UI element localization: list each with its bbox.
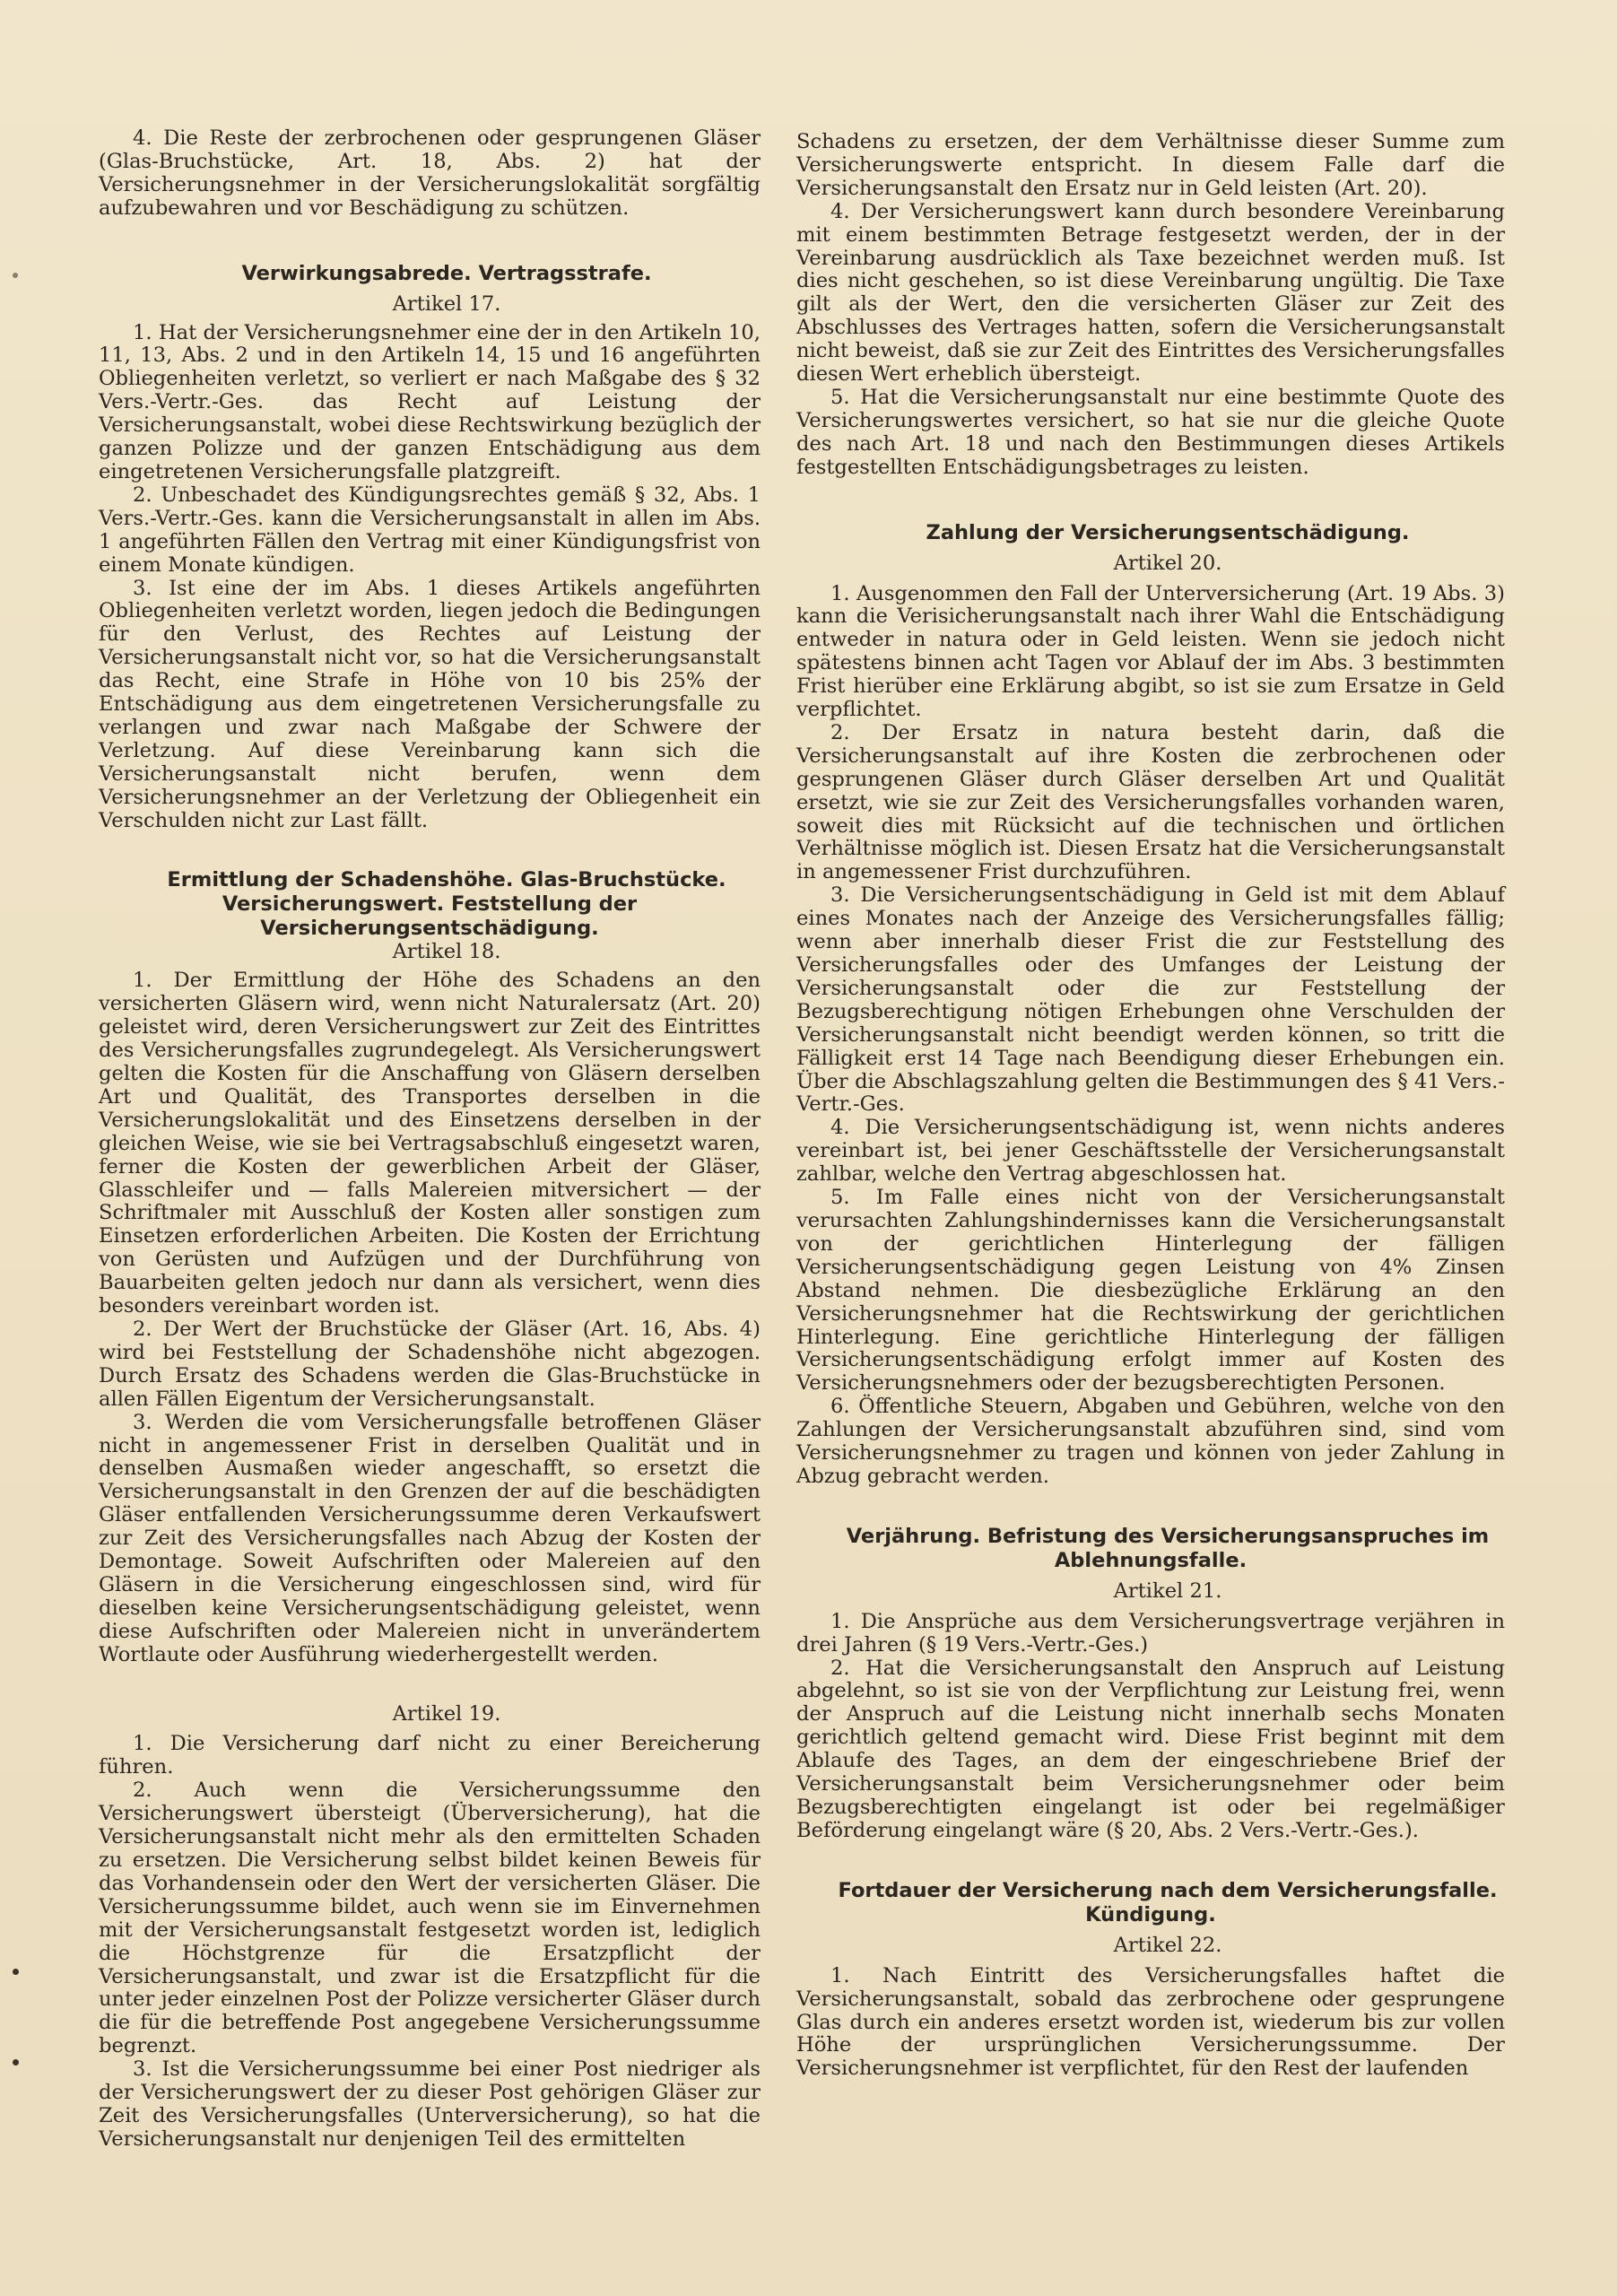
paragraph: 2. Unbeschadet des Kündigungsrechtes gemäß § 32, Abs. 1 Vers.-Vertr.-Ges. kann die Versicherungsanstalt in allen im Abs. 1 angeführten Fällen den Vertrag mit einer Kündigungsfrist von einem Monate kündigen. — [99, 483, 761, 577]
paragraph: 2. Der Wert der Bruchstücke der Gläser (Art. 16, Abs. 4) wird bei Feststellung der Schadenshöhe nicht abgezogen. Durch Ersatz des Schadens werden die Glas-Bruchstücke in allen Fällen Eigentum der Versicherungsanstalt. — [99, 1317, 761, 1411]
paragraph: 5. Hat die Versicherungsanstalt nur eine bestimmte Quote des Versicherungswertes versichert, so hat sie nur die gleiche Quote des nach Art. 18 und nach den Bestimmungen dieses Artikels festgestellten Entschädigungsbetrages zu leisten. — [796, 385, 1505, 479]
paragraph: 2. Der Ersatz in natura besteht darin, daß die Versicherungsanstalt auf ihre Kosten die zerbrochenen oder gesprungenen Gläser durch Gläser derselben Art und Qualität ersetzt, wie sie zur Zeit des Versicherungsfalles vorhanden waren, soweit dies mit Rücksicht auf die technischen und örtlichen Verhältnisse möglich ist. Diesen Ersatz hat die Versicherungsanstalt in angemessener Frist durchzuführen. — [796, 720, 1505, 884]
paragraph: 6. Öffentliche Steuern, Abgaben und Gebühren, welche von den Zahlungen der Versicherungsanstalt abzuführen sind, sind vom Versicherungsnehmer zu tragen und können von jeder Zahlung in Abzug gebracht werden. — [796, 1395, 1505, 1488]
section-heading: Fortdauer der Versicherung nach dem Versicherungsfalle. Kündigung. — [838, 1878, 1498, 1926]
article-number: Artikel 22. — [1113, 1933, 1222, 1957]
article-number: Artikel 20. — [1113, 551, 1222, 575]
article-number: Artikel 21. — [1113, 1578, 1222, 1603]
margin-dot — [13, 1969, 19, 1975]
paragraph: 4. Die Versicherungsentschädigung ist, wenn nichts anderes vereinbart ist, bei jener Geschäftsstelle der Versicherungsanstalt zahlbar, welche den Vertrag abgeschlossen hat. — [796, 1116, 1505, 1187]
paragraph: Schadens zu ersetzen, der dem Verhältnisse dieser Summe zum Versicherungswerte entspricht. In diesem Falle darf die Versicherungsanstalt den Ersatz nur in Geld leisten (Art. 20). — [796, 130, 1505, 200]
paragraph: 2. Auch wenn die Versicherungssumme den Versicherungswert übersteigt (Überversicherung), hat die Versicherungsanstalt nicht mehr als den ermittelten Schaden zu ersetzen. Die Versicherung selbst bildet keinen Beweis für das Vorhandensein oder den Wert der versicherten Gläser. Die Versicherungssumme bildet, auch wenn sie im Einvernehmen mit der Versicherungsanstalt festgesetzt worden ist, lediglich die Höchstgrenze für die Ersatzpflicht der Versicherungsanstalt, und zwar ist die Ersatzpflicht für die unter jeder einzelnen Post der Polizze versicherter Gläser durch die für die betreffende Post angegebene Versicherungssumme begrenzt. — [99, 1779, 761, 2058]
paragraph: 1. Der Ermittlung der Höhe des Schadens an den versicherten Gläsern wird, wenn nicht Naturalersatz (Art. 20) geleistet wird, deren Versicherungswert zur Zeit des Eintrittes des Versicherungsfalles zugrundegelegt. Als Versicherungswert gelten die Kosten für die Anschaffung von Gläsern derselben Art und Qualität, des Transportes derselben in die Versicherungslokalität und des Einsetzens derselben in der gleichen Weise, wie sie bei Vertragsabschluß eingesetzt waren, ferner die Kosten der gewerblichen Arbeit der Gläser, Glasschleifer und — falls Malereien mitversichert — der Schriftmaler mit Ausschluß der Kosten aller sonstigen zum Einsetzen erforderlichen Arbeiten. Die Kosten der Errichtung von Gerüsten und Aufzügen und der Durchführung von Bauarbeiten gelten jedoch nur dann als versichert, wenn dies besonders vereinbart worden ist. — [99, 969, 761, 1318]
paragraph: 1. Ausgenommen den Fall der Unterversicherung (Art. 19 Abs. 3) kann die Verisicherungsanstalt nach ihrer Wahl die Entschädigung entweder in natura oder in Geld leisten. Wenn sie jedoch nicht spätestens binnen acht Tagen vor Ablauf der im Abs. 3 bestimmten Frist hierüber eine Erklärung abgibt, so ist sie zum Ersatze in Geld verpflichtet. — [796, 581, 1505, 722]
right-column — [796, 131, 1505, 2081]
section-heading: Verwirkungsabrede. Vertragsstrafe. — [241, 261, 652, 285]
paragraph: 3. Werden die vom Versicherungsfalle betroffenen Gläser nicht in angemessener Frist in derselben Qualität und in denselben Ausmaßen wieder angeschafft, so ersetzt die Versicherungsanstalt in den Grenzen der auf die beschädigten Gläser entfallenden Versicherungssumme deren Verkaufswert zur Zeit des Versicherungsfalles nach Abzug der Kosten der Demontage. Soweit Aufschriften oder Malereien auf den Gläsern in die Versicherung eingeschlossen sind, wird für dieselben keine Versicherungsentschädigung geleistet, wenn diese Aufschriften oder Malereien nicht in unverändertem Wortlaute oder Ausführung wiederhergestellt werden. — [99, 1410, 761, 1666]
paragraph: 3. Ist eine der im Abs. 1 dieses Artikels angeführten Obliegenheiten verletzt worden, liegen jedoch die Bedingungen für den Verlust, des Rechtes auf Leistung der Versicherungsanstalt nicht vor, so hat die Versicherungsanstalt das Recht, eine Strafe in Höhe von 10 bis 25% der Entschädigung aus dem eingetretenen Versicherungsfalle zu verlangen und zwar nach Maßgabe der Schwere der Verletzung. Auf diese Vereinbarung kann sich die Versicherungsanstalt nicht berufen, wenn dem Versicherungsnehmer an der Verletzung der Obliegenheit ein Verschulden nicht zur Last fällt. — [99, 576, 761, 832]
article-number: Artikel 19. — [392, 1701, 501, 1726]
paragraph: 5. Im Falle eines nicht von der Versicherungsanstalt verursachten Zahlungshindernisses kann die Versicherungsanstalt von der gerichtlichen Hinterlegung der fälligen Versicherungsentschädigung gegen Leistung von 4% Zinsen Abstand nehmen. Die diesbezügliche Erklärung an den Versicherungsnehmer hat die Rechtswirkung der gerichtlichen Hinterlegung. Eine gerichtliche Hinterlegung der fälligen Versicherungsentschädigung erfolgt immer auf Kosten des Versicherungsnehmers oder der bezugsberechtigten Personen. — [796, 1186, 1505, 1396]
paragraph: 4. Die Reste der zerbrochenen oder gesprungenen Gläser (Glas-Bruchstücke, Art. 18, Abs. 2) hat der Versicherungsnehmer in der Versicherungslokalität sorgfältig aufzubewahren und vor Beschädigung zu schützen. — [99, 126, 761, 220]
paragraph: 3. Ist die Versicherungssumme bei einer Post niedriger als der Versicherungswert der zu dieser Post gehörigen Gläser zur Zeit des Versicherungsfalles (Unterversicherung), so hat die Versicherungsanstalt nur denjenigen Teil des ermittelten — [99, 2057, 761, 2151]
section-heading: Zahlung der Versicherungsentschädigung. — [926, 520, 1410, 544]
paragraph: 1. Die Ansprüche aus dem Versicherungsvertrage verjähren in drei Jahren (§ 19 Vers.-Vertr.-Ges.) — [796, 1609, 1505, 1657]
paragraph: 1. Nach Eintritt des Versicherungsfalles haftet die Versicherungsanstalt, sobald das zerbrochene oder gesprungene Glas durch ein anderes ersetzt worden ist, wiederum bis zur vollen Höhe der ursprünglichen Versicherungssumme. Der Versicherungsnehmer ist verpflichtet, für den Rest der laufenden — [796, 1963, 1505, 2081]
article-number: Artikel 17. — [392, 291, 501, 316]
margin-mark — [13, 273, 18, 278]
margin-dot — [13, 2059, 19, 2066]
section-heading: Ermittlung der Schadenshöhe. Glas-Bruchstücke. Versicherungswert. Feststellung der Versicherungsentschädigung. — [167, 868, 726, 941]
left-column — [99, 127, 761, 2152]
paragraph: 2. Hat die Versicherungsanstalt den Anspruch auf Leistung abgelehnt, so ist sie von der Verpflichtung zur Leistung frei, wenn der Anspruch auf die Leistung nicht innerhalb sechs Monaten gerichtlich geltend gemacht wird. Diese Frist beginnt mit dem Ablaufe des Tages, an dem der eingeschriebene Brief der Versicherungsanstalt beim Versicherungsnehmer oder beim Bezugsberechtigten eingelangt ist oder bei regelmäßiger Beförderung eingelangt wäre (§ 20, Abs. 2 Vers.-Vertr.-Ges.). — [796, 1656, 1505, 1842]
paragraph: 4. Der Versicherungswert kann durch besondere Vereinbarung mit einem bestimmten Betrage festgesetzt werden, der in der Vereinbarung ausdrücklich als Taxe bezeichnet werden muß. Ist dies nicht geschehen, so ist diese Vereinbarung ungültig. Die Taxe gilt als der Wert, den die versicherten Gläser zur Zeit des Abschlusses des Vertrages hatten, sofern die Versicherungsanstalt nicht beweist, daß sie zur Zeit des Eintrittes des Versicherungsfalles diesen Wert erheblich übersteigt. — [796, 199, 1505, 387]
article-number: Artikel 18. — [392, 940, 501, 964]
paragraph: 1. Die Versicherung darf nicht zu einer Bereicherung führen. — [99, 1732, 761, 1779]
paragraph: 1. Hat der Versicherungsnehmer eine der in den Artikeln 10, 11, 13, Abs. 2 und in den Artikeln 14, 15 und 16 angeführten Obliegenheiten verletzt, so verliert er nach Maßgabe des § 32 Vers.-Vertr.-Ges. das Recht auf Leistung der Versicherungsanstalt, wobei diese Rechtswirkung bezüglich der ganzen Polizze und der ganzen Entschädigung aus dem eingetretenen Versicherungsfalle platzgreift. — [99, 320, 761, 483]
paragraph: 3. Die Versicherungsentschädigung in Geld ist mit dem Ablauf eines Monates nach der Anzeige des Versicherungsfalles fällig; wenn aber innerhalb dieser Frist die zur Feststellung des Versicherungsfalles oder des Umfanges der Leistung der Versicherungsanstalt oder die zur Feststellung der Bezugsberechtigung nötigen Erhebungen ohne Verschulden der Versicherungsanstalt nicht beendigt werden können, so tritt die Fälligkeit erst 14 Tage nach Beendigung dieser Erhebungen ein. Über die Abschlagszahlung gelten die Bestimmungen des § 41 Vers.-Vertr.-Ges. — [796, 883, 1505, 1117]
section-heading: Verjährung. Befristung des Versicherungsanspruches im Ablehnungsfalle. — [846, 1524, 1490, 1572]
